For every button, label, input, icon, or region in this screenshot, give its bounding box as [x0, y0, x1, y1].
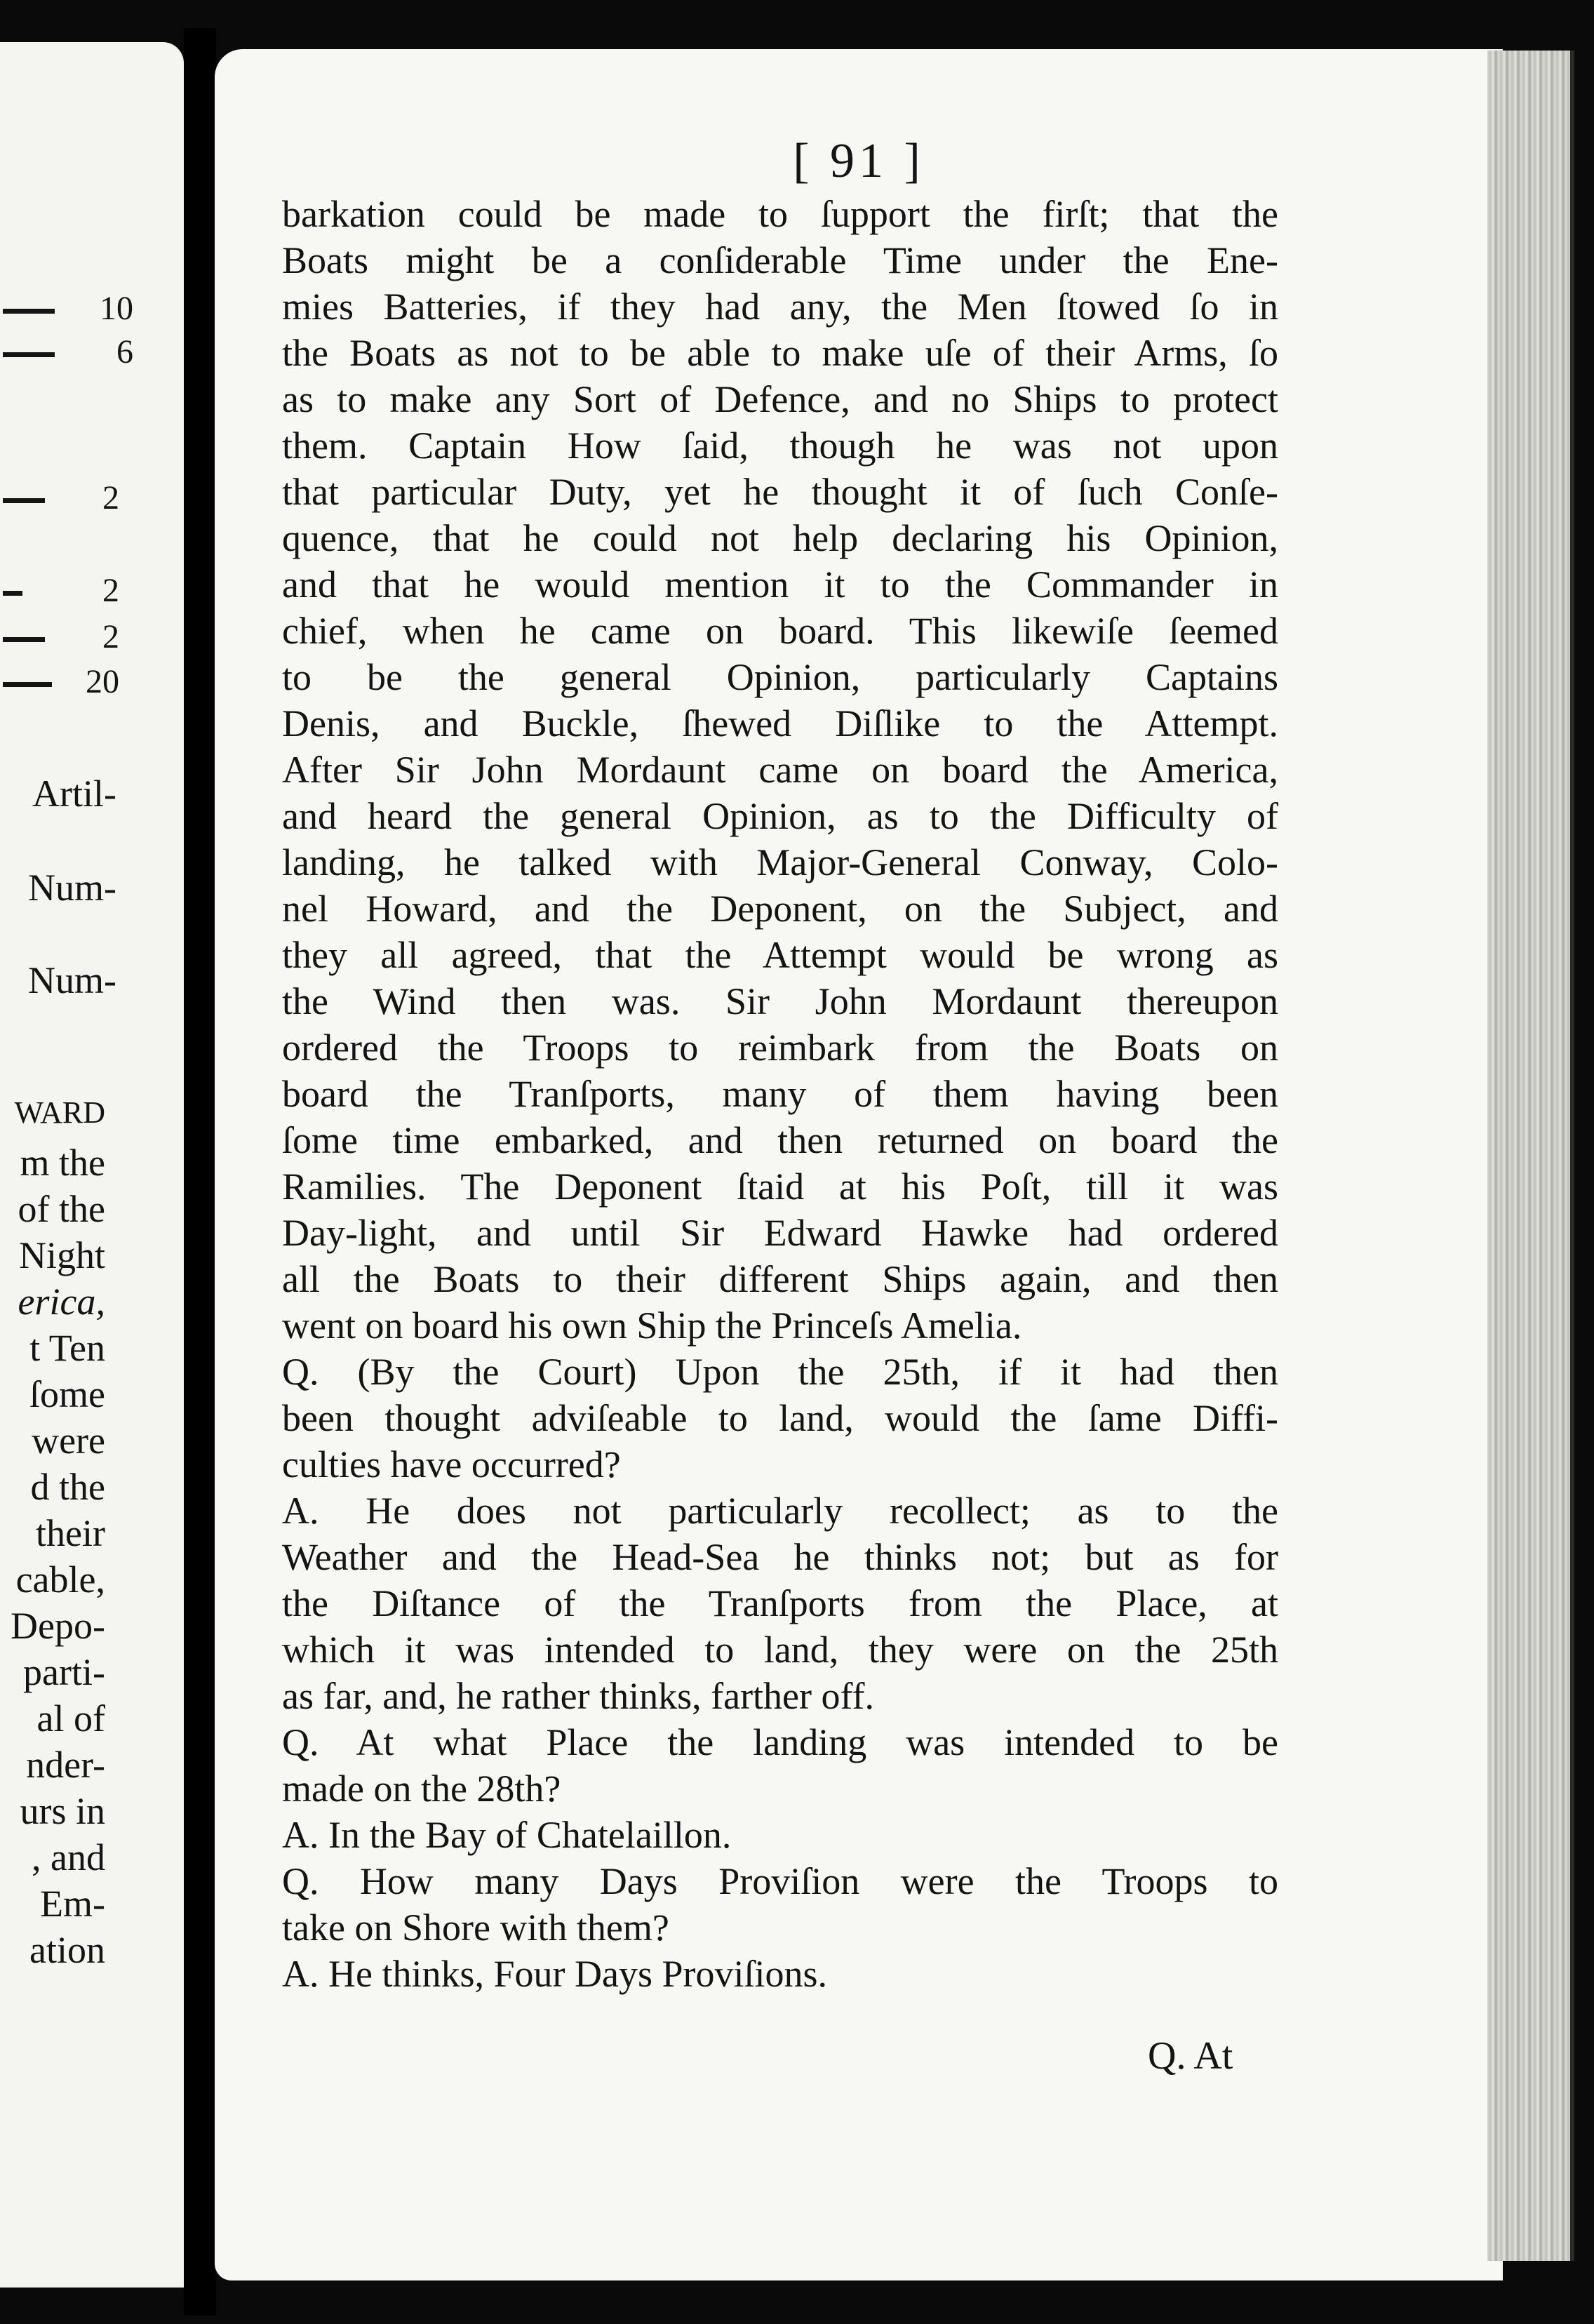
text-line: quence, that he could not help declaring his Opinion, [282, 517, 1278, 559]
main-page [215, 49, 1503, 2280]
text-line: that particular Duty, yet he thought it of ſuch Conſe- [282, 471, 1278, 513]
gutter [184, 28, 216, 2316]
text-line: chief, when he came on board. This likewiſe ſeemed [282, 610, 1278, 652]
text-line: ſome time embarked, and then returned on board the [282, 1119, 1278, 1161]
text-line: A. In the Bay of Chatelaillon. [282, 1814, 732, 1856]
fragment: t Ten [29, 1327, 105, 1369]
fragment: al of [36, 1697, 105, 1739]
text-line: After Sir John Mordaunt came on board the America, [282, 749, 1278, 791]
fragment: , and [32, 1836, 105, 1878]
page-edges [1487, 51, 1574, 2261]
text-line: A. He does not particularly recollect; as to the [282, 1490, 1278, 1532]
text-line: Q. How many Days Proviſion were the Troops to [282, 1860, 1278, 1902]
fragment: Em- [40, 1883, 105, 1925]
rule [3, 352, 55, 357]
text-line: them. Captain How ſaid, though he was not upon [282, 425, 1278, 467]
text-line: as far, and, he rather thinks, farther off. [282, 1675, 874, 1717]
text-line: nel Howard, and the Deponent, on the Subject, and [282, 888, 1278, 930]
fragment: Num- [28, 867, 116, 909]
fragment: WARD [14, 1095, 105, 1130]
text-line: landing, he talked with Major-General Conway, Colo- [282, 841, 1278, 883]
text-line: Ramilies. The Deponent ſtaid at his Poſt, till it was [282, 1166, 1278, 1208]
fragment: Night [18, 1234, 105, 1276]
rule [3, 682, 52, 687]
fragment: parti- [23, 1651, 105, 1693]
rule [3, 637, 45, 642]
facing-page [0, 42, 184, 2288]
text-line: mies Batteries, if they had any, the Men ſtowed ſo in [282, 286, 1278, 328]
fragment: their [36, 1512, 105, 1554]
text-line: barkation could be made to ſupport the firſt; that the [282, 193, 1278, 235]
text-line: Boats might be a conſiderable Time under the Ene- [282, 239, 1278, 281]
text-line: Denis, and Buckle, ſhewed Diſlike to the Attempt. [282, 702, 1278, 744]
rule [3, 591, 22, 596]
fragment: nder- [26, 1744, 105, 1786]
text-line: Q. (By the Court) Upon the 25th, if it had then [282, 1351, 1278, 1393]
text-line: Weather and the Head-Sea he thinks not; but as for [282, 1536, 1278, 1578]
text-line: they all agreed, that the Attempt would be wrong as [282, 934, 1278, 976]
text-line: as to make any Sort of Defence, and no Ships to protect [282, 378, 1278, 420]
text-line: Day-light, and until Sir Edward Hawke had ordered [282, 1212, 1278, 1254]
fragment: Depo- [11, 1605, 105, 1647]
text-line: the Diſtance of the Tranſports from the Place, at [282, 1582, 1278, 1624]
text-line: all the Boats to their different Ships again, and then [282, 1258, 1278, 1300]
catchword: Q. At [1148, 2034, 1233, 2078]
text-line: Q. At what Place the landing was intended to be [282, 1721, 1278, 1763]
fragment: ation [29, 1929, 105, 1971]
text-line: the Boats as not to be able to make uſe of their Arms, ſo [282, 332, 1278, 374]
page-number: [ 91 ] [793, 134, 925, 188]
text-line: culties have occurred? [282, 1443, 621, 1485]
margin-number: 6 [116, 333, 133, 370]
fragment: erica, [18, 1281, 105, 1323]
fragment: Artil- [32, 773, 116, 815]
text-line: went on board his own Ship the Princeſs Amelia. [282, 1304, 1022, 1347]
fragment: of the [18, 1188, 105, 1230]
text-line: board the Tranſports, many of them having been [282, 1073, 1278, 1115]
text-line: been thought adviſeable to land, would the ſame Diffi- [282, 1397, 1278, 1439]
margin-number: 2 [102, 479, 119, 516]
text-line: made on the 28th? [282, 1768, 561, 1810]
margin-number: 2 [102, 618, 119, 655]
fragment: d the [30, 1466, 105, 1508]
fragment: ſome [29, 1373, 105, 1415]
text-line: ordered the Troops to reimbark from the Boats on [282, 1027, 1278, 1069]
rule [3, 498, 45, 503]
text-line: which it was intended to land, they were on the 25th [282, 1629, 1278, 1671]
fragment: Num- [28, 959, 116, 1001]
fragment: were [32, 1420, 105, 1462]
fragment: cable, [15, 1558, 105, 1601]
rule [3, 309, 55, 314]
margin-number: 2 [102, 572, 119, 609]
text-line: take on Shore with them? [282, 1906, 669, 1949]
text-line: to be the general Opinion, particularly Captains [282, 656, 1278, 698]
text-line: and that he would mention it to the Commander in [282, 563, 1278, 606]
text-line: A. He thinks, Four Days Proviſions. [282, 1953, 828, 1995]
fragment: urs in [20, 1790, 105, 1832]
fragment: m the [20, 1142, 105, 1184]
margin-number: 10 [100, 290, 133, 327]
text-line: the Wind then was. Sir John Mordaunt thereupon [282, 980, 1278, 1022]
text-line: and heard the general Opinion, as to the Difficulty of [282, 795, 1278, 837]
margin-number: 20 [86, 663, 119, 700]
text-block [282, 191, 1278, 1997]
